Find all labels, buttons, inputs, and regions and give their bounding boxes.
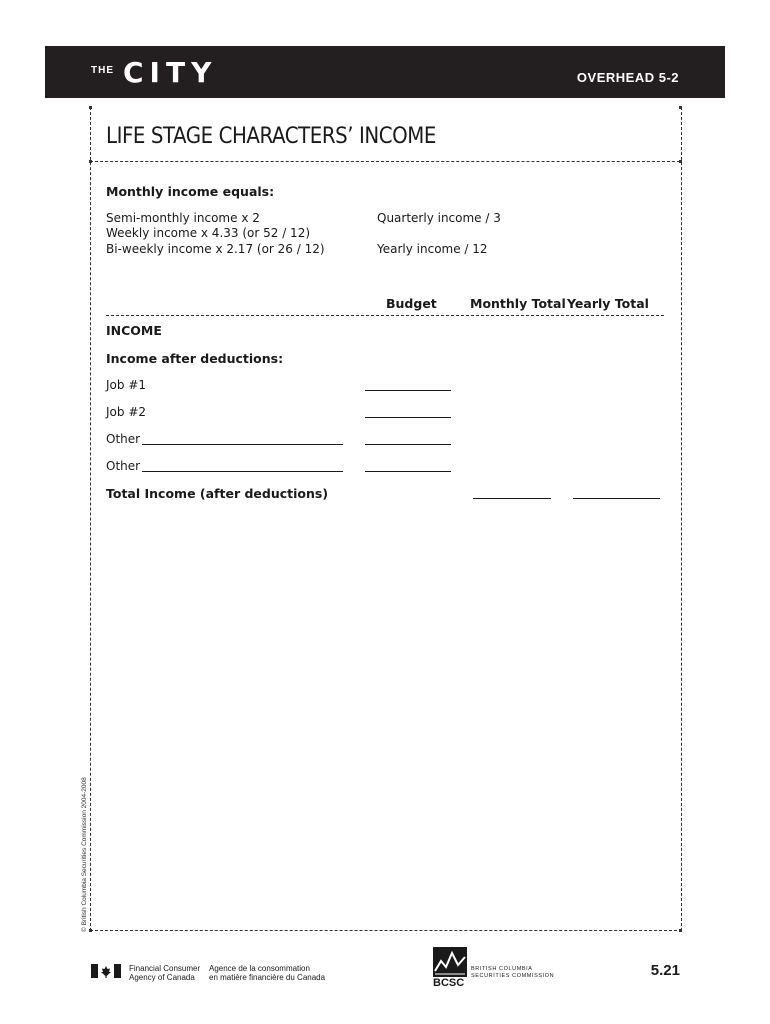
total-monthly-blank[interactable]: [473, 498, 551, 499]
conversion-left: Semi-monthly income x 2: [106, 211, 260, 225]
total-income-label: Total Income (after deductions): [106, 486, 329, 501]
total-yearly-blank[interactable]: [573, 498, 660, 499]
other-1-description-blank[interactable]: [142, 444, 343, 445]
conversion-left: Weekly income x 4.33 (or 52 / 12): [106, 226, 311, 240]
job-2-budget-blank[interactable]: [365, 417, 451, 418]
other-1-budget-blank[interactable]: [365, 444, 451, 445]
fcac-name-fr: Agence de la consommation en matière financière du Canada: [209, 964, 326, 982]
bcsc-logo-icon: [433, 947, 467, 977]
conversion-left: Bi-weekly income x 2.17 (or 26 / 12): [106, 242, 325, 256]
title-divider: [90, 161, 680, 162]
other-2-description-blank[interactable]: [142, 471, 343, 472]
page-number: 5.21: [650, 962, 680, 979]
city-logo: [123, 58, 295, 86]
column-divider: [106, 315, 664, 316]
income-row-label: Other: [106, 432, 141, 446]
bcsc-abbreviation: BCSC: [433, 977, 465, 989]
svg-text:CITY: CITY: [123, 58, 218, 86]
fcac-name-en: Financial Consumer Agency of Canada: [129, 964, 201, 982]
income-subheading: Income after deductions:: [106, 351, 284, 366]
copyright-credit: © British Columbia Securities Commission 2004-2008: [81, 777, 88, 932]
job-1-budget-blank[interactable]: [365, 390, 451, 391]
column-header-budget: Budget: [386, 296, 437, 311]
conversions-heading: Monthly income equals:: [106, 184, 275, 199]
column-header-yearly-total: Yearly Total: [567, 296, 649, 311]
header-bar: [45, 46, 725, 98]
conversion-right: Yearly income / 12: [377, 242, 488, 256]
overhead-label: OVERHEAD 5-2: [576, 70, 679, 85]
income-section-heading: INCOME: [106, 323, 162, 338]
other-2-budget-blank[interactable]: [365, 471, 451, 472]
frame-corner-dot: [89, 929, 92, 932]
column-header-monthly-total: Monthly Total: [470, 296, 566, 311]
bcsc-name: BRITISH COLUMBIA SECURITIES COMMISSION: [471, 966, 555, 979]
income-row-label: Job #2: [106, 405, 147, 419]
frame-corner-dot: [89, 106, 92, 109]
income-row-label: Job #1: [106, 378, 147, 392]
canada-flag-icon: [91, 964, 121, 978]
income-row-label: Other: [106, 459, 141, 473]
frame-corner-dot: [679, 929, 682, 932]
frame-corner-dot: [679, 106, 682, 109]
logo-prefix: THE: [91, 65, 114, 76]
page-title: LIFE STAGE CHARACTERS’ INCOME: [106, 124, 436, 149]
conversion-right: Quarterly income / 3: [377, 211, 501, 225]
